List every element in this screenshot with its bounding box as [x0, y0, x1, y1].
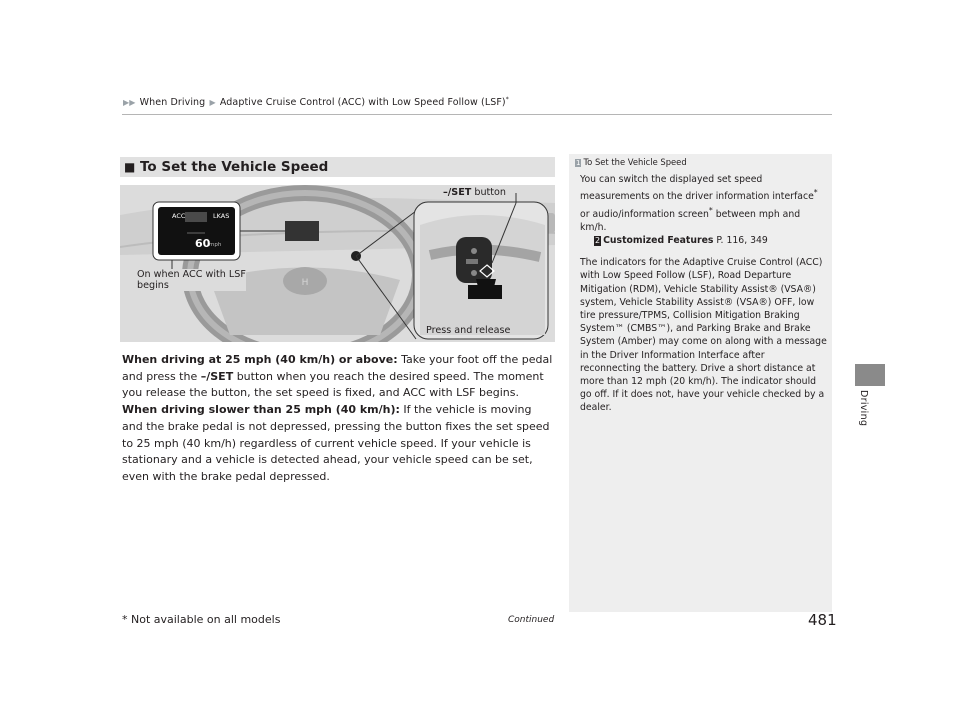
side-note-body	[580, 173, 827, 424]
body-text	[122, 352, 554, 486]
note-p1-c: between mph and km/h.	[580, 208, 801, 233]
note-paragraph-indicators: The indicators for the Adaptive Cruise Control (ACC) with Low Speed Follow (LSF), Road Departure Mitigation (RDM), Vehicle Stability Assist® (VSA®) system, Vehicle Stability Assist® (VSA®) OFF, low tire pressure/TPMS, Collision Mitigation Braking System™ (CMBS™), and Parking Brake and Brake System (Amber) may come on along with a message in the Driver Information Interface after reconnecting the battery. Drive a short distance at more than 12 mph (20 km/h). The indicator should go off. If it does not, have your vehicle checked by a dealer.	[580, 257, 827, 414]
breadcrumb	[122, 96, 509, 108]
set-button-suffix: button	[471, 187, 507, 198]
section-heading	[120, 157, 555, 177]
set-button-callout	[443, 187, 506, 198]
arrow-icon: ▶	[209, 98, 216, 108]
paragraph-slow-lead: When driving slower than 25 mph (40 km/h):	[122, 403, 400, 417]
chapter-tab-marker	[855, 364, 885, 386]
note-p1-a: You can switch the displayed set speed measurements on the driver information interface	[580, 174, 814, 203]
acc-indicator: ACC	[172, 212, 186, 220]
paragraph-fast-set: –/SET	[200, 369, 234, 383]
breadcrumb-acc[interactable]: Adaptive Cruise Control (ACC) with Low Speed Follow (LSF)	[219, 97, 506, 109]
dashboard-illustration	[120, 185, 555, 342]
paragraph-slow-text: If the vehicle is moving and the brake pedal is not depressed, pressing the button fixes the set speed to 25 mph (40 km/h) regardless of current vehicle speed. If your vehicle is stationary and a vehicle is detected ahead, your vehicle speed can be set, even with the brake pedal depressed.	[122, 403, 550, 483]
set-speed-value: 60	[195, 237, 211, 250]
header-rule	[122, 114, 832, 115]
svg-text:H: H	[301, 278, 309, 288]
press-release-callout: Press and release	[426, 325, 511, 336]
reference-icon: 2	[595, 236, 601, 245]
set-button-label: –/SET	[443, 187, 472, 198]
side-note-title-text: To Set the Vehicle Speed	[583, 157, 687, 167]
note-star-1: *	[813, 188, 818, 198]
lkas-indicator: LKAS	[213, 212, 230, 220]
square-bullet-icon: ■	[124, 160, 136, 174]
section-title: To Set the Vehicle Speed	[140, 159, 329, 175]
breadcrumb-when-driving[interactable]: When Driving	[139, 97, 206, 109]
chapter-tab-label: Driving	[858, 390, 869, 427]
note-marker-icon: 1	[576, 159, 581, 167]
paragraph-slow	[122, 402, 554, 486]
set-speed-unit: mph	[209, 242, 222, 248]
side-note-title	[575, 157, 687, 167]
paragraph-fast-text-a: Take your foot off the pedal and press the	[122, 353, 553, 383]
continued-label: Continued	[508, 615, 555, 625]
paragraph-fast-text-b: button when you reach the desired speed. The moment you release the button, the set speed is fixed, and ACC with LSF begins.	[122, 369, 544, 400]
acc-on-callout	[137, 269, 246, 291]
footnote-mark: *	[505, 96, 509, 103]
page-number: 481	[808, 611, 837, 629]
acc-on-line1: On when ACC with LSF	[137, 269, 246, 280]
note-p1-b: or audio/information screen	[580, 208, 709, 220]
note-paragraph-units	[580, 173, 827, 247]
double-arrow-icon: ▶▶	[123, 98, 136, 108]
footnote: * Not available on all models	[122, 613, 281, 626]
dashboard-drawing	[120, 185, 555, 342]
paragraph-fast	[122, 352, 554, 402]
acc-on-line2: begins	[137, 280, 169, 291]
note-star-2: *	[708, 205, 713, 215]
paragraph-fast-lead: When driving at 25 mph (40 km/h) or above:	[122, 353, 398, 366]
customized-features-link[interactable]: Customized Features	[603, 235, 714, 246]
customized-features-pages: P. 116, 349	[713, 235, 768, 246]
